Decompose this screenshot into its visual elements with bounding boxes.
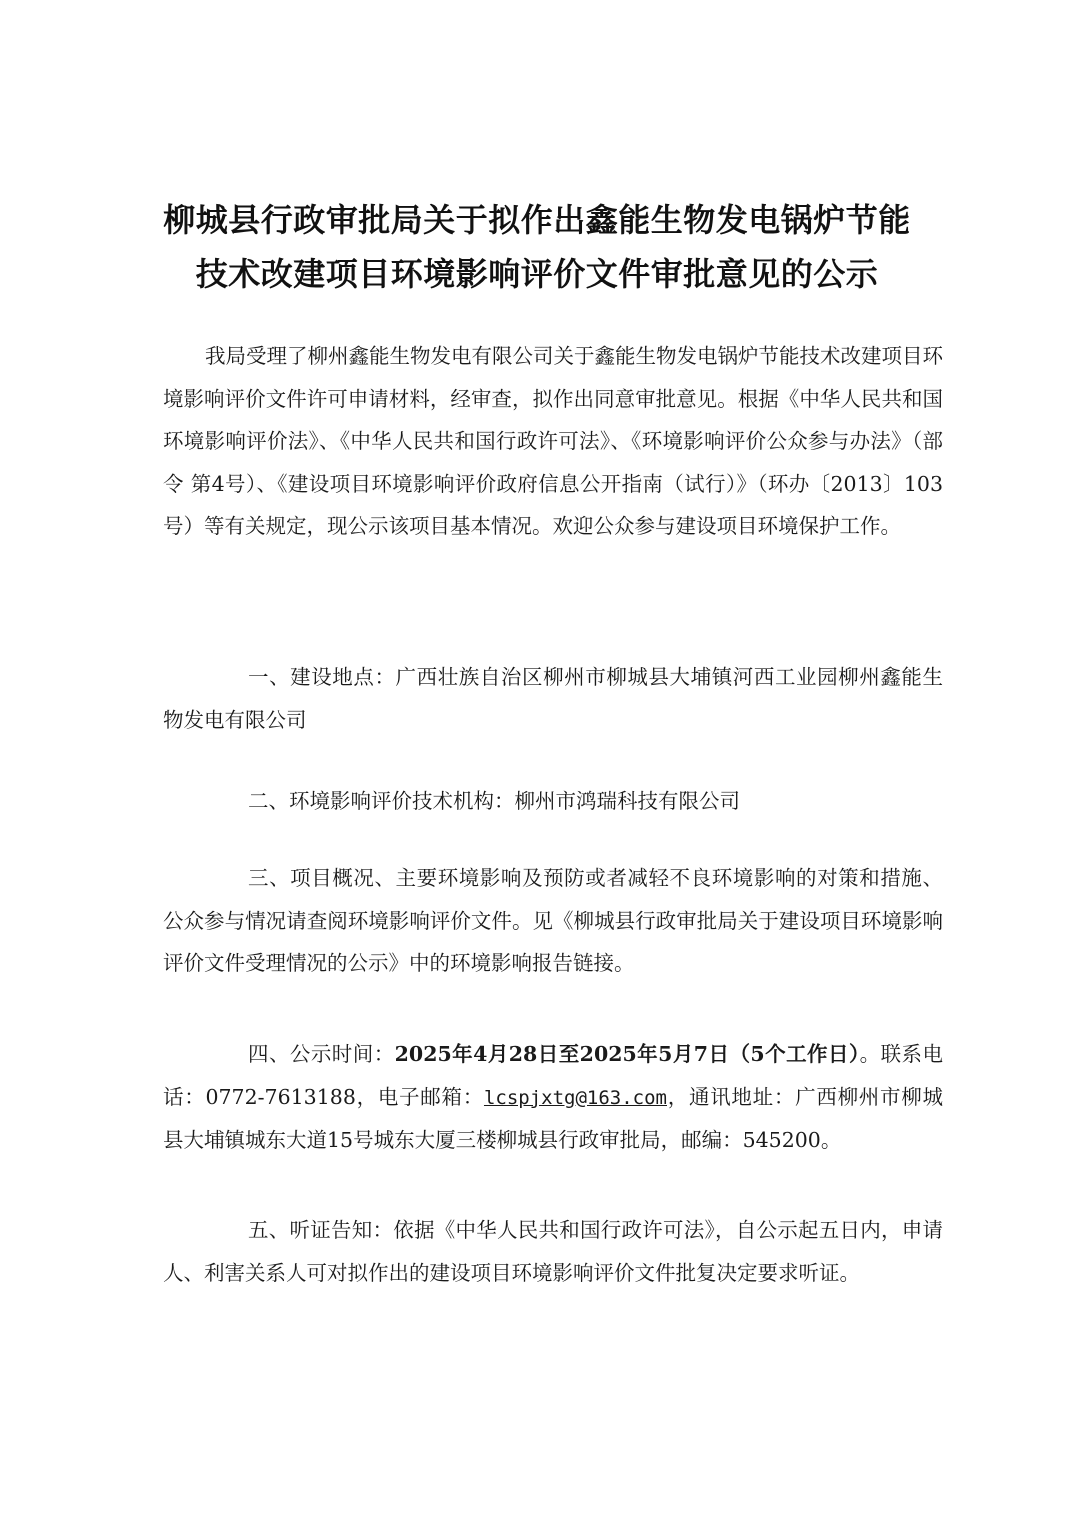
mailing-address-text: ，通讯地址：广西柳州市柳城县大埔镇城东大道15号城东大厦三楼柳城县行政审批局，邮编：545200。 — [163, 1084, 943, 1152]
document-title — [120, 193, 954, 301]
contact-phone-text: 。联系电话：0772-7613188，电子邮箱： — [163, 1042, 944, 1109]
publicity-label: 四、公示时间： — [248, 1042, 395, 1066]
item-construction-site: 一、建设地点：广西壮族自治区柳州市柳城县大埔镇河西工业园柳州鑫能生物发电有限公司 — [163, 665, 943, 732]
email-link[interactable]: lcspjxtg@163.com — [483, 1086, 667, 1109]
item-publicity-period — [163, 1033, 943, 1162]
item-hearing-notice: 五、听证告知：依据《中华人民共和国行政许可法》，自公示起五日内，申请人、利害关系人可对拟作出的建设项目环境影响评价文件批复决定要求听证。 — [163, 1218, 943, 1285]
item-project-overview: 三、项目概况、主要环境影响及预防或者减轻不良环境影响的对策和措施、公众参与情况请查阅环境影响评价文件。见《柳城县行政审批局关于建设项目环境影响评价文件受理情况的公示》中的环境影响报告链接。 — [163, 866, 943, 975]
title-line-1: 柳城县行政审批局关于拟作出鑫能生物发电锅炉节能 — [163, 201, 911, 239]
title-line-2: 技术改建项目环境影响评价文件审批意见的公示 — [195, 255, 879, 293]
intro-paragraph: 我局受理了柳州鑫能生物发电有限公司关于鑫能生物发电锅炉节能技术改建项目环境影响评价文件许可申请材料，经审查，拟作出同意审批意见。根据《中华人民共和国环境影响评价法》、《中华人民共和国行政许可法》、《环境影响评价公众参与办法》（部令 第4号）、《建设项目环境影响评价政府信息公开指南（试行）》（环办〔2013〕103号）等有关规定，现公示该项目基本情况。欢迎公众参与建设项目环境保护工作。 — [163, 344, 943, 538]
publicity-dates: 2025年4月28日至2025年5月7日（5个工作日） — [394, 1042, 860, 1066]
item-eia-agency: 二、环境影响评价技术机构：柳州市鸿瑞科技有限公司 — [248, 789, 740, 813]
